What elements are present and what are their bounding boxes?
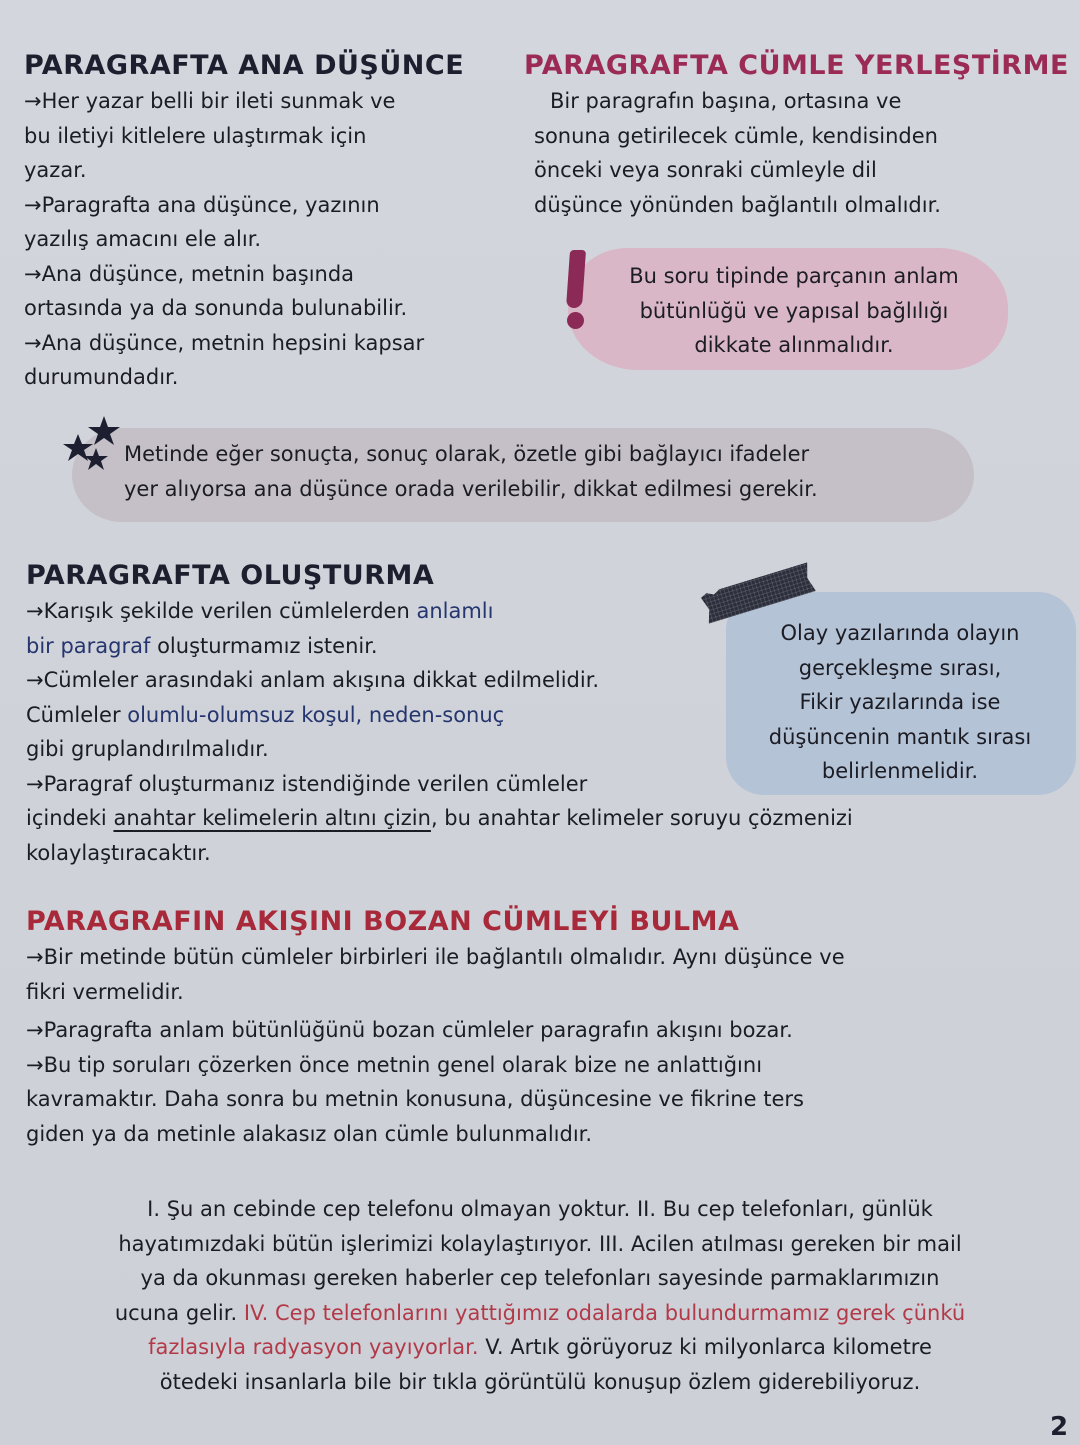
text-line: düşünce yönünden bağlantılı olmalıdır.	[534, 192, 941, 217]
example-paragraph	[20, 1192, 1060, 1399]
heading-akisi-bozan: PARAGRAFIN AKIŞINI BOZAN CÜMLEYİ BULMA	[26, 906, 740, 937]
highlight-red: fazlasıyla radyasyon yayıyorlar.	[148, 1335, 479, 1359]
text-line: fikri vermelidir.	[26, 979, 184, 1004]
text-line: ortasında ya da sonunda bulunabilir.	[24, 296, 408, 320]
text-line: →Cümleler arasındaki anlam akışına dikkat edilmelidir.	[26, 668, 600, 692]
text-line: bu iletiyi kitlelere ulaştırmak için	[24, 123, 367, 148]
highlight-red: IV. Cep telefonlarını yattığımız odalarda bulundurmamız gerek çünkü	[243, 1300, 966, 1325]
text-line: kolaylaştıracaktır.	[26, 840, 211, 865]
text-line: →Ana düşünce, metnin hepsini kapsar	[24, 330, 425, 355]
heading-ana-dusunce: PARAGRAFTA ANA DÜŞÜNCE	[24, 50, 465, 81]
text-line: belirlenmelidir.	[821, 759, 979, 783]
blue-callout-text	[740, 616, 1060, 789]
underlined-keywords: anahtar kelimelerin altını çizin	[113, 806, 431, 830]
text-line	[20, 1296, 1060, 1331]
text-line: →Paragraf oluşturmanız istendiğinde verilen cümleler	[26, 771, 588, 796]
text-line: Bu soru tipinde parçanın anlam	[629, 264, 959, 288]
text-span: oluşturmamız istenir.	[150, 633, 378, 658]
exclamation-icon	[566, 250, 588, 330]
ana-dusunce-body	[24, 84, 424, 395]
text-line	[20, 1330, 1060, 1365]
text-line: ya da okunması gereken haberler cep telefonları sayesinde parmaklarımızın	[140, 1266, 940, 1290]
star-callout-text	[124, 437, 818, 506]
cumle-yerlestirme-body	[534, 84, 941, 222]
text-span: , bu anahtar kelimeler soruyu çözmenizi	[430, 806, 853, 830]
text-line: bütünlüğü ve yapısal bağlılığı	[639, 298, 949, 323]
highlight-blue: olumlu-olumsuz koşul, neden-sonuç	[127, 702, 505, 727]
text-line: →Bu tip soruları çözerken önce metnin genel olarak bize ne anlattığını	[26, 1052, 763, 1077]
text-line: sonuna getirilecek cümle, kendisinden	[534, 123, 938, 148]
text-line: →Ana düşünce, metnin başında	[24, 261, 355, 286]
page-number: 2	[1050, 1412, 1069, 1442]
text-line: →Her yazar belli bir ileti sunmak ve	[24, 89, 396, 113]
text-line: Olay yazılarında olayın	[780, 621, 1020, 645]
text-line: gerçekleşme sırası,	[798, 655, 1002, 680]
heading-olusturma: PARAGRAFTA OLUŞTURMA	[26, 560, 435, 591]
text-line: düşüncenin mantık sırası	[768, 724, 1032, 749]
text-span: →Karışık şekilde verilen cümlelerden	[26, 599, 417, 623]
text-line: giden ya da metinle alakasız olan cümle bulunmalıdır.	[26, 1121, 593, 1146]
highlight-blue: anlamlı	[416, 599, 494, 623]
text-line: durumundadır.	[24, 365, 179, 389]
text-line: kavramaktır. Daha sonra bu metnin konusuna, düşüncesine ve fikrine ters	[26, 1087, 804, 1111]
text-line: →Bir metinde bütün cümleler birbirleri ile bağlantılı olmalıdır. Aynı düşünce ve	[26, 945, 845, 969]
text-line: Bir paragrafın başına, ortasına ve	[550, 89, 902, 113]
text-line: yazar.	[24, 158, 87, 182]
text-span: ucuna gelir.	[114, 1300, 244, 1325]
text-line: I. Şu an cebinde cep telefonu olmayan yoktur. II. Bu cep telefonları, günlük	[147, 1197, 933, 1221]
text-line: yazılış amacını ele alır.	[24, 227, 262, 251]
pink-callout-text	[594, 259, 994, 363]
text-line: önceki veya sonraki cümleyle dil	[534, 158, 877, 182]
text-span: içindeki	[26, 806, 114, 830]
text-line: Fikir yazılarında ise	[799, 690, 1001, 714]
heading-cumle-yerlestirme: PARAGRAFTA CÜMLE YERLEŞTİRME	[524, 50, 1069, 81]
text-line: →Paragrafta ana düşünce, yazının	[24, 192, 380, 217]
text-line: hayatımızdaki bütün işlerimizi kolaylaştırıyor. III. Acilen atılması gereken bir mail	[118, 1231, 962, 1256]
highlight-blue: bir paragraf	[26, 633, 151, 658]
stars-icon	[60, 414, 128, 474]
text-line: ötedeki insanlarla bile bir tıkla görüntülü konuşup özlem giderebiliyoruz.	[159, 1369, 921, 1394]
text-line: gibi gruplandırılmalıdır.	[26, 737, 269, 761]
text-line: →Paragrafta anlam bütünlüğünü bozan cümleler paragrafın akışını bozar.	[26, 1018, 793, 1042]
text-span: V. Artık görüyoruz ki milyonlarca kilometre	[478, 1335, 932, 1359]
text-line	[26, 801, 853, 836]
text-span: Cümleler	[26, 702, 128, 727]
text-line: Metinde eğer sonuçta, sonuç olarak, özetle gibi bağlayıcı ifadeler	[124, 442, 810, 466]
text-line: dikkate alınmalıdır.	[694, 333, 894, 357]
akisi-bozan-body	[26, 940, 845, 1151]
text-line: yer alıyorsa ana düşünce orada verilebilir, dikkat edilmesi gerekir.	[124, 476, 818, 501]
